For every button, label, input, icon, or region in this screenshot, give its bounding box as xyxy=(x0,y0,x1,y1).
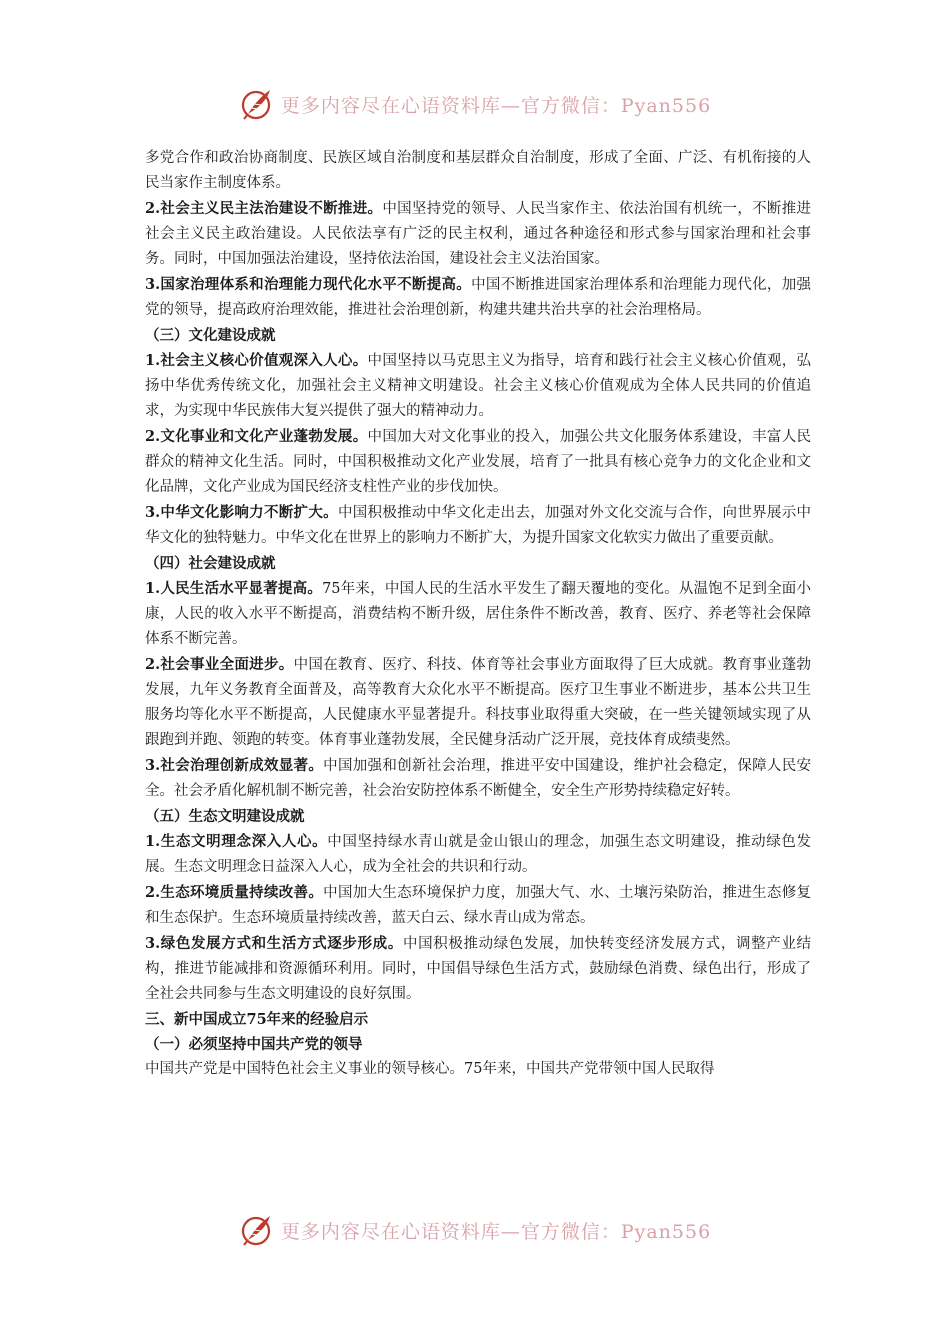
feather-quill-logo-icon xyxy=(239,86,275,122)
section-heading: （三）文化建设成就 xyxy=(145,327,276,344)
paragraph-lead: 1.人民生活水平显著提高。 xyxy=(145,580,323,597)
footer-banner xyxy=(0,1208,950,1252)
paragraph: 1.社会主义核心价值观深入人心。中国坚持以马克思主义为指导，培育和践行社会主义核心价值观，弘扬中华优秀传统文化，加强社会主义精神文明建设。社会主义核心价值观成为全体人民共同的价值追求，为实现中华民族伟大复兴提供了强大的精神动力。 xyxy=(145,352,812,419)
paragraph-lead: 2.社会主义民主法治建设不断推进。 xyxy=(145,200,383,217)
paragraph-lead: 2.文化事业和文化产业蓬勃发展。 xyxy=(145,428,368,445)
document-body xyxy=(145,146,811,1082)
section-heading: （一）必须坚持中国共产党的领导 xyxy=(145,1036,363,1053)
paragraph-lead: 3.绿色发展方式和生活方式逐步形成。 xyxy=(145,935,403,952)
paragraph-lead: 1.生态文明理念深入人心。 xyxy=(145,833,328,850)
paragraph: 3.国家治理体系和治理能力现代化水平不断提高。中国不断推进国家治理体系和治理能力现代化，加强党的领导，提高政府治理效能，推进社会治理创新，构建共建共治共享的社会治理格局。 xyxy=(145,276,812,318)
paragraph: 多党合作和政治协商制度、民族区域自治制度和基层群众自治制度，形成了全面、广泛、有机衔接的人民当家作主制度体系。 xyxy=(145,150,811,191)
header-banner-text: 更多内容尽在心语资料库—官方微信：Pyan556 xyxy=(280,94,712,117)
paragraph: 2.社会事业全面进步。中国在教育、医疗、科技、体育等社会事业方面取得了巨大成就。教育事业蓬勃发展，九年义务教育全面普及，高等教育大众化水平不断提高。医疗卫生事业不断进步，基本公共卫生服务均等化水平不断提高，人民健康水平显著提升。科技事业取得重大突破，在一些关键领域实现了从跟跑到并跑、领跑的转变。体育事业蓬勃发展，全民健身活动广泛开展，竞技体育成绩斐然。 xyxy=(145,656,811,748)
paragraph-lead: 2.生态环境质量持续改善。 xyxy=(145,884,324,901)
paragraph: 2.文化事业和文化产业蓬勃发展。中国加大对文化事业的投入，加强公共文化服务体系建设，丰富人民群众的精神文化生活。同时，中国积极推动文化产业发展，培育了一批具有核心竞争力的文化企业和文化品牌，文化产业成为国民经济支柱性产业的步伐加快。 xyxy=(145,428,812,495)
paragraph-lead: 2.社会事业全面进步。 xyxy=(145,656,294,673)
header-banner xyxy=(0,82,950,126)
paragraph: 3.绿色发展方式和生活方式逐步形成。中国积极推动绿色发展，加快转变经济发展方式，调整产业结构，推进节能减排和资源循环利用。同时，中国倡导绿色生活方式，鼓励绿色消费、绿色出行，形成了全社会共同参与生态文明建设的良好氛围。 xyxy=(145,935,811,1002)
paragraph: 中国共产党是中国特色社会主义事业的领导核心。75年来，中国共产党带领中国人民取得 xyxy=(145,1061,715,1077)
feather-quill-logo-icon xyxy=(239,1212,275,1248)
paragraph: 3.社会治理创新成效显著。中国加强和创新社会治理，推进平安中国建设，维护社会稳定，保障人民安全。社会矛盾化解机制不断完善，社会治安防控体系不断健全，安全生产形势持续稳定好转。 xyxy=(145,757,812,799)
paragraph: 2.社会主义民主法治建设不断推进。中国坚持党的领导、人民当家作主、依法治国有机统一，不断推进社会主义民主政治建设。人民依法享有广泛的民主权利，通过各种途径和形式参与国家治理和社会事务。同时，中国加强法治建设，坚持依法治国，建设社会主义法治国家。 xyxy=(145,200,811,267)
chapter-heading: 三、新中国成立75年来的经验启示 xyxy=(145,1011,369,1028)
paragraph: 3.中华文化影响力不断扩大。中国积极推动中华文化走出去，加强对外文化交流与合作，向世界展示中华文化的独特魅力。中华文化在世界上的影响力不断扩大，为提升国家文化软实力做出了重要贡献。 xyxy=(145,504,811,546)
paragraph: 1.人民生活水平显著提高。75年来，中国人民的生活水平发生了翻天覆地的变化。从温饱不足到全面小康，人民的收入水平不断提高，消费结构不断升级，居住条件不断改善，教育、医疗、养老等社会保障体系不断完善。 xyxy=(145,580,812,647)
footer-banner-text: 更多内容尽在心语资料库—官方微信：Pyan556 xyxy=(280,1220,712,1243)
paragraph-lead: 3.国家治理体系和治理能力现代化水平不断提高。 xyxy=(145,276,472,293)
paragraph-lead: 3.社会治理创新成效显著。 xyxy=(145,757,324,774)
paragraph-lead: 3.中华文化影响力不断扩大。 xyxy=(145,504,338,521)
section-heading: （五）生态文明建设成就 xyxy=(145,808,305,825)
paragraph: 1.生态文明理念深入人心。中国坚持绿水青山就是金山银山的理念，加强生态文明建设，推动绿色发展。生态文明理念日益深入人心，成为全社会的共识和行动。 xyxy=(145,833,812,875)
paragraph: 2.生态环境质量持续改善。中国加大生态环境保护力度，加强大气、水、土壤污染防治，推进生态修复和生态保护。生态环境质量持续改善，蓝天白云、绿水青山成为常态。 xyxy=(145,884,812,926)
paragraph-lead: 1.社会主义核心价值观深入人心。 xyxy=(145,352,368,369)
section-heading: （四）社会建设成就 xyxy=(145,555,276,572)
